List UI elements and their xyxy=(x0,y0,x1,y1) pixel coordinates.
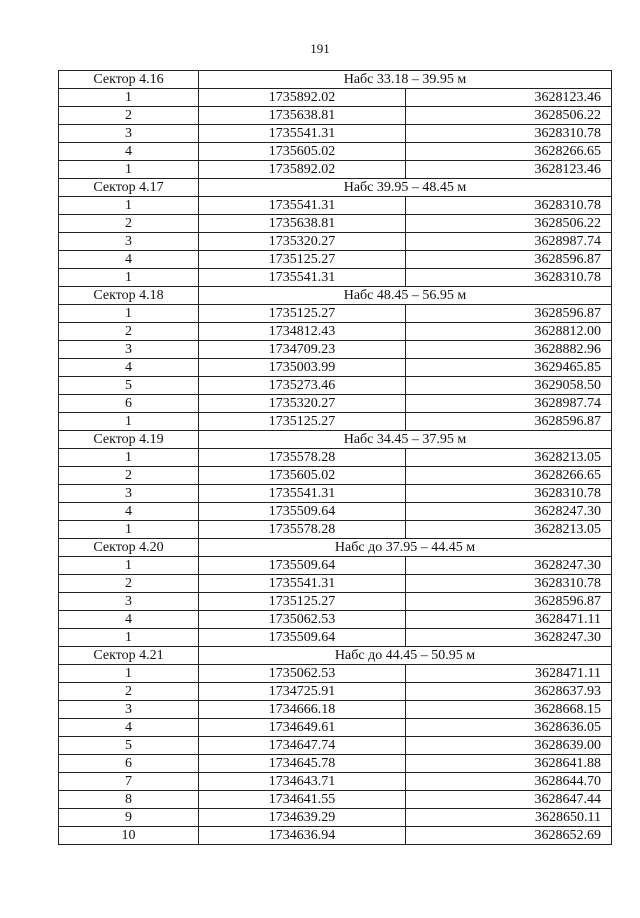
coordinate-y: 3628644.70 xyxy=(406,773,612,791)
coordinate-y: 3628596.87 xyxy=(406,593,612,611)
coordinate-x: 1735578.28 xyxy=(199,521,406,539)
coordinate-x: 1734666.18 xyxy=(199,701,406,719)
point-number: 3 xyxy=(59,593,199,611)
coordinate-y: 3628506.22 xyxy=(406,107,612,125)
coordinate-y: 3628650.11 xyxy=(406,809,612,827)
table-row xyxy=(59,125,612,143)
point-number: 7 xyxy=(59,773,199,791)
page-number: 191 xyxy=(310,41,330,56)
table-row xyxy=(59,215,612,233)
point-number: 1 xyxy=(59,269,199,287)
point-number: 5 xyxy=(59,737,199,755)
point-number: 2 xyxy=(59,107,199,125)
point-number: 1 xyxy=(59,197,199,215)
coordinate-x: 1735003.99 xyxy=(199,359,406,377)
table-row xyxy=(59,629,612,647)
coordinate-x: 1734645.78 xyxy=(199,755,406,773)
table-row xyxy=(59,485,612,503)
coordinate-x: 1735509.64 xyxy=(199,629,406,647)
coordinate-y: 3628310.78 xyxy=(406,575,612,593)
coordinate-x: 1734636.94 xyxy=(199,827,406,845)
sector-header-row xyxy=(59,539,612,557)
coordinate-x: 1735541.31 xyxy=(199,269,406,287)
sector-header-row xyxy=(59,71,612,89)
coordinate-x: 1735273.46 xyxy=(199,377,406,395)
sector-name: Сектор 4.21 xyxy=(59,647,199,665)
table-row xyxy=(59,755,612,773)
point-number: 1 xyxy=(59,305,199,323)
coordinate-x: 1735125.27 xyxy=(199,305,406,323)
table-row xyxy=(59,377,612,395)
point-number: 4 xyxy=(59,251,199,269)
coordinate-y: 3628596.87 xyxy=(406,413,612,431)
coordinate-y: 3628987.74 xyxy=(406,395,612,413)
coordinate-x: 1734647.74 xyxy=(199,737,406,755)
point-number: 4 xyxy=(59,611,199,629)
table-row xyxy=(59,449,612,467)
point-number: 3 xyxy=(59,125,199,143)
table-row xyxy=(59,827,612,845)
point-number: 1 xyxy=(59,521,199,539)
coordinate-x: 1735541.31 xyxy=(199,485,406,503)
table-row xyxy=(59,269,612,287)
coordinate-y: 3628310.78 xyxy=(406,125,612,143)
coordinate-y: 3628471.11 xyxy=(406,665,612,683)
point-number: 5 xyxy=(59,377,199,395)
table-row xyxy=(59,467,612,485)
coordinate-y: 3628266.65 xyxy=(406,143,612,161)
coordinate-y: 3628812.00 xyxy=(406,323,612,341)
coordinate-y: 3628596.87 xyxy=(406,305,612,323)
point-number: 1 xyxy=(59,89,199,107)
coordinate-x: 1735541.31 xyxy=(199,575,406,593)
coordinate-y: 3628310.78 xyxy=(406,485,612,503)
point-number: 4 xyxy=(59,359,199,377)
coordinate-y: 3628652.69 xyxy=(406,827,612,845)
table-row xyxy=(59,737,612,755)
table-row xyxy=(59,233,612,251)
coordinate-x: 1735605.02 xyxy=(199,467,406,485)
coordinate-x: 1735509.64 xyxy=(199,557,406,575)
coordinate-x: 1734639.29 xyxy=(199,809,406,827)
coordinate-x: 1735320.27 xyxy=(199,233,406,251)
coordinate-y: 3628636.05 xyxy=(406,719,612,737)
coordinate-y: 3628637.93 xyxy=(406,683,612,701)
coordinate-x: 1734643.71 xyxy=(199,773,406,791)
table-row xyxy=(59,809,612,827)
table-row xyxy=(59,575,612,593)
coordinate-y: 3628639.00 xyxy=(406,737,612,755)
coordinate-y: 3628247.30 xyxy=(406,629,612,647)
sector-height-range: Набс 39.95 – 48.45 м xyxy=(199,179,612,197)
table-row xyxy=(59,251,612,269)
sector-name: Сектор 4.18 xyxy=(59,287,199,305)
coordinate-x: 1735541.31 xyxy=(199,125,406,143)
table-row xyxy=(59,683,612,701)
point-number: 2 xyxy=(59,467,199,485)
point-number: 4 xyxy=(59,143,199,161)
coordinate-y: 3628471.11 xyxy=(406,611,612,629)
table-row xyxy=(59,323,612,341)
coordinate-y: 3628668.15 xyxy=(406,701,612,719)
coordinate-x: 1734709.23 xyxy=(199,341,406,359)
point-number: 1 xyxy=(59,557,199,575)
point-number: 4 xyxy=(59,719,199,737)
sector-height-range: Набс до 37.95 – 44.45 м xyxy=(199,539,612,557)
point-number: 1 xyxy=(59,629,199,647)
point-number: 1 xyxy=(59,449,199,467)
coordinate-x: 1735062.53 xyxy=(199,611,406,629)
coordinate-y: 3629058.50 xyxy=(406,377,612,395)
coordinate-y: 3628266.65 xyxy=(406,467,612,485)
point-number: 2 xyxy=(59,575,199,593)
coordinate-y: 3628987.74 xyxy=(406,233,612,251)
table-row xyxy=(59,503,612,521)
point-number: 1 xyxy=(59,161,199,179)
sector-coordinates-table xyxy=(58,70,612,845)
coordinate-x: 1735062.53 xyxy=(199,665,406,683)
point-number: 6 xyxy=(59,395,199,413)
point-number: 4 xyxy=(59,503,199,521)
table-body xyxy=(59,71,612,845)
table-row xyxy=(59,395,612,413)
point-number: 2 xyxy=(59,215,199,233)
coordinate-y: 3628506.22 xyxy=(406,215,612,233)
coordinate-x: 1735541.31 xyxy=(199,197,406,215)
point-number: 1 xyxy=(59,413,199,431)
sector-header-row xyxy=(59,287,612,305)
coordinate-y: 3628596.87 xyxy=(406,251,612,269)
table-row xyxy=(59,791,612,809)
sector-height-range: Набс 48.45 – 56.95 м xyxy=(199,287,612,305)
point-number: 2 xyxy=(59,683,199,701)
coordinate-x: 1735125.27 xyxy=(199,251,406,269)
sector-height-range: Набс до 44.45 – 50.95 м xyxy=(199,647,612,665)
coordinate-x: 1734812.43 xyxy=(199,323,406,341)
sector-height-range: Набс 34.45 – 37.95 м xyxy=(199,431,612,449)
sector-name: Сектор 4.19 xyxy=(59,431,199,449)
coordinate-y: 3628310.78 xyxy=(406,197,612,215)
coordinate-y: 3628310.78 xyxy=(406,269,612,287)
table-row xyxy=(59,701,612,719)
coordinate-y: 3628641.88 xyxy=(406,755,612,773)
point-number: 6 xyxy=(59,755,199,773)
coordinate-x: 1735638.81 xyxy=(199,107,406,125)
point-number: 1 xyxy=(59,665,199,683)
coordinate-x: 1735892.02 xyxy=(199,161,406,179)
coordinate-y: 3628123.46 xyxy=(406,161,612,179)
coordinate-x: 1734725.91 xyxy=(199,683,406,701)
table-row xyxy=(59,413,612,431)
coordinate-y: 3628213.05 xyxy=(406,521,612,539)
coordinate-y: 3628213.05 xyxy=(406,449,612,467)
table-row xyxy=(59,305,612,323)
coordinate-x: 1734649.61 xyxy=(199,719,406,737)
coordinate-x: 1735638.81 xyxy=(199,215,406,233)
point-number: 3 xyxy=(59,485,199,503)
table-row xyxy=(59,593,612,611)
point-number: 3 xyxy=(59,341,199,359)
table-row xyxy=(59,773,612,791)
table-row xyxy=(59,341,612,359)
coordinate-y: 3628123.46 xyxy=(406,89,612,107)
point-number: 3 xyxy=(59,701,199,719)
coordinate-x: 1735578.28 xyxy=(199,449,406,467)
table-row xyxy=(59,359,612,377)
table-row xyxy=(59,665,612,683)
table-row xyxy=(59,557,612,575)
coordinate-y: 3628247.30 xyxy=(406,557,612,575)
table-row xyxy=(59,107,612,125)
coordinate-x: 1735605.02 xyxy=(199,143,406,161)
point-number: 3 xyxy=(59,233,199,251)
sector-name: Сектор 4.17 xyxy=(59,179,199,197)
sector-header-row xyxy=(59,431,612,449)
table-row xyxy=(59,161,612,179)
table-row xyxy=(59,719,612,737)
coordinate-x: 1734641.55 xyxy=(199,791,406,809)
coordinate-x: 1735892.02 xyxy=(199,89,406,107)
coordinate-y: 3628882.96 xyxy=(406,341,612,359)
table-row xyxy=(59,521,612,539)
point-number: 10 xyxy=(59,827,199,845)
sector-header-row xyxy=(59,647,612,665)
coordinate-y: 3628647.44 xyxy=(406,791,612,809)
coordinate-x: 1735125.27 xyxy=(199,413,406,431)
table-row xyxy=(59,89,612,107)
coordinate-x: 1735509.64 xyxy=(199,503,406,521)
coordinate-y: 3628247.30 xyxy=(406,503,612,521)
point-number: 2 xyxy=(59,323,199,341)
coordinate-y: 3629465.85 xyxy=(406,359,612,377)
table-row xyxy=(59,197,612,215)
sector-header-row xyxy=(59,179,612,197)
table-row xyxy=(59,611,612,629)
coordinate-x: 1735320.27 xyxy=(199,395,406,413)
sector-name: Сектор 4.20 xyxy=(59,539,199,557)
sector-name: Сектор 4.16 xyxy=(59,71,199,89)
table-row xyxy=(59,143,612,161)
point-number: 8 xyxy=(59,791,199,809)
sector-height-range: Набс 33.18 – 39.95 м xyxy=(199,71,612,89)
point-number: 9 xyxy=(59,809,199,827)
coordinate-x: 1735125.27 xyxy=(199,593,406,611)
